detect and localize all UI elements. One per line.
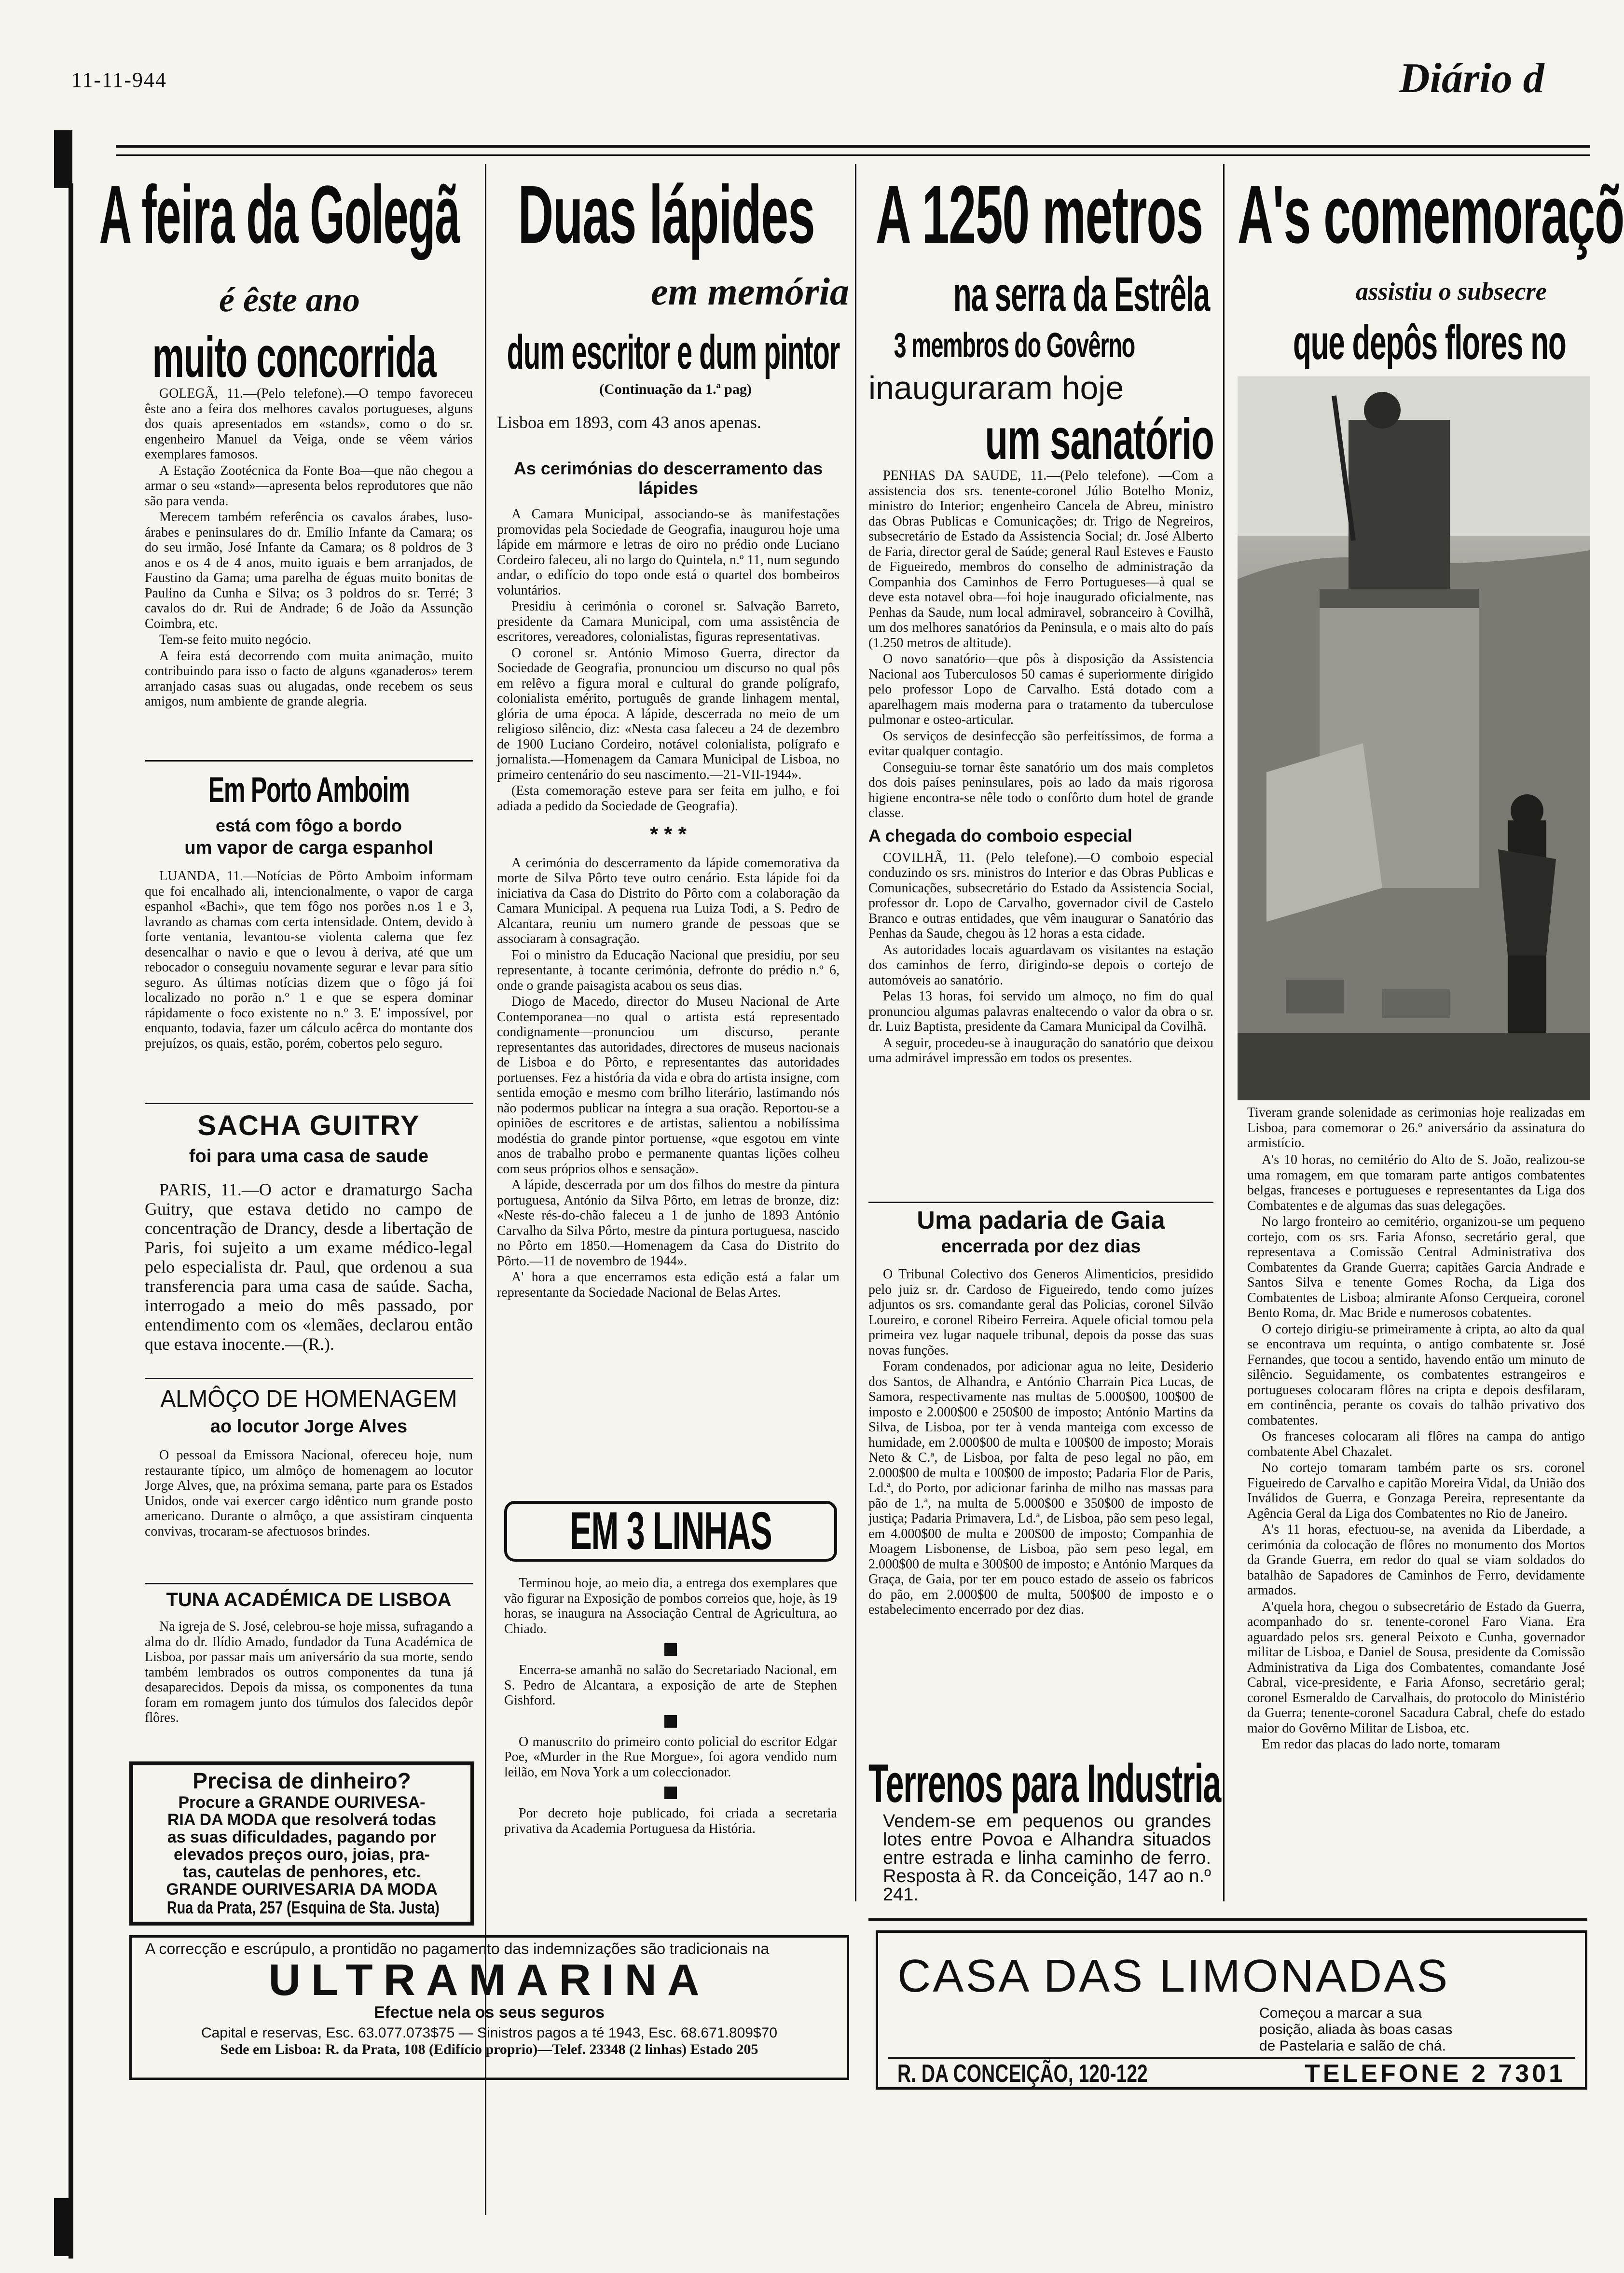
section-rule — [145, 1583, 473, 1584]
em-3-linhas-title: EM 3 LINHAS — [569, 1501, 772, 1561]
padaria-headline: Uma padaria de Gaia — [917, 1206, 1165, 1234]
amboim-sub2: um vapor de carga espanhol — [184, 838, 433, 858]
comemoracoes-headline: A's comemoraçõ — [1238, 169, 1624, 261]
ourivesaria-line: Procure a GRANDE OURIVESA- — [178, 1793, 426, 1812]
section-rule — [145, 1378, 473, 1379]
sanatorio-sub3: inauguraram hoje — [868, 370, 1124, 406]
ourivesaria-line: tas, cautelas de penhores, etc. — [182, 1862, 421, 1881]
lapides-section: As cerimónias do descerramento das lápides — [513, 458, 823, 499]
lapides-continuation: (Continuação da 1.ª pag) — [599, 381, 752, 397]
golega-subheadline: muito concorrida — [152, 325, 436, 389]
ultramarina-intro: A correcção e escrúpulo, a prontidão no pagamento das indemnizações são tradicionais na — [145, 1940, 770, 1957]
casa-limonadas-ad — [876, 1930, 1587, 2090]
ultramarina-sede: Sede em Lisboa: R. da Prata, 108 (Edifício proprio)—Telef. 23348 (2 linhas) Estado 205 — [220, 2041, 758, 2057]
column-rule — [855, 164, 856, 1901]
section-stars: * * * — [650, 822, 687, 846]
ourivesaria-line: elevados preços ouro, joias, pra- — [174, 1845, 430, 1864]
guitry-body: PARIS, 11.—O actor e dramaturgo Sacha Guitry, que estava detido no campo de concentração de Drancy, desde a libertação de Paris, foi sujeito a um exame médico-legal pelo especialista dr. Paul, que ordenou a sua transferencia para uma casa de saúde. Sacha, interrogado a meio do mês passado, por entendimento com os «lemães, declarou então que estava inocente.—(R.). — [145, 1180, 473, 1354]
limonadas-phone: TELEFONE 2 7301 — [1305, 2060, 1566, 2088]
section-rule — [868, 1202, 1213, 1203]
top-rule-thin — [116, 154, 1590, 156]
amboim-headline: Em Porto Amboim — [208, 770, 410, 810]
limonadas-description: Começou a marcar a sua posição, aliada às boas casas de Pastelaria e salão de chá. — [1259, 2005, 1453, 2054]
amboim-body: LUANDA, 11.—Notícias de Pôrto Amboim informam que foi encalhado ali, intencionalmente, o vapor de carga espanhol «Bachi», que tem fôgo nos porões n.os 1 e 3, lavrando as chamas com certa intensidade. Ontem, devido à forte ventania, levantou-se violenta calema que fez desencalhar o navio e que o levou à deriva, até que um rebocador o conseguiu novamente segurar e levar para sítio seguro. As últimas notícias dizem que o fôgo já foi localizado no porão n.º 1 e que se espera dominar rápidamente o foco existente no n.º 3. E' impossível, por enquanto, todavia, fazer um cálculo acêrca do montante dos prejuízos, os quais, estão, porém, cobertos pelo seguro. — [145, 869, 473, 1051]
padaria-sub: encerrada por dez dias — [941, 1236, 1141, 1257]
almoco-body: O pessoal da Emissora Nacional, ofereceu hoje, num restaurante típico, um almôço de homenagem ao locutor Jorge Alves, que, na próxima semana, parte para os Estados Unidos, onde vai exercer cargo idêntico num grande posto americano. Durante o almôço, a que assistiram cinquenta convivas, trocaram-se afectuosos brindes. — [145, 1448, 473, 1539]
sanatorio-body: PENHAS DA SAUDE, 11.—(Pelo telefone). —Com a assistencia dos srs. tenente-coronel Júlio Botelho Moniz, ministro do Interior; engenheiro Cancela de Abreu, ministro das Obras Publicas e Comunicações; dr. Trigo de Negreiros, subsecretário de Estado da Assistencia Social; dr. José Alberto de Faria, director geral de Saúde; general Raul Esteves e Fausto de Figueiredo, membros do conselho de administração da Companhia dos Caminhos de Ferro Portugueses—à qual se deve esta notavel obra—foi hoje inaugurado oficialmente, nas Penhas da Saude, num local admiravel, sobranceiro à Covilhã, um dos melhores sanatórios da Peninsula, e o mais alto do país (1.250 metros de altitude). O novo sanatório—que pôs à disposição da Assistencia Nacional aos Tuberculosos 50 camas é superiormente dirigido pelo professor Lopo de Carvalho. Está dotado com a aparelhagem mais moderna para o tratamento da tuberculose pulmonar e osteo-articular. Os serviços de desinfecção são perfeitíssimos, de forma a evitar qualquer contagio. Conseguiu-se tornar êste sanatório um dos mais completos dos dois países peninsulares, pois ao lado da mais rigorosa higiene encontra-se nêle todo o confôrto dum hotel de grande classe. A chegada do comboio especial COVILHÃ, 11. (Pelo telefone).—O comboio especial conduzindo os srs. ministros do Interior e das Obras Publicas e Comunicações, subsecretário do Estado da Assistencia Social, professor dr. Lopo de Carvalho, governador civil de Castelo Branco e outras entidades, que vêm inaugurar o Sanatório das Penhas da Saude, chegou às 12 horas a esta cidade. As autoridades locais aguardavam os visitantes na estação dos caminhos de ferro, dirigindo-se depois o cortejo de automóveis ao sanatório. Pelas 13 horas, foi servido um almoço, no fim do qual pronunciou algumas palavras enaltecendo o valor da obra o sr. dr. Luiz Baptista, presidente da Camara Municipal da Covilhã. A seguir, procedeu-se à inauguração do sanatório que deixou uma admirável impressão em todos os presentes. — [868, 468, 1213, 1066]
lapides-headline: Duas lápides — [518, 169, 815, 261]
lapides-kicker: em memória — [650, 271, 849, 313]
terrenos-body: Vendem-se em pequenos ou grandes lotes entre Povoa e Alhandra situados entre estrada e linha caminho de ferro. Resposta à R. da Conceição, 147 ao n.º 241. — [883, 1811, 1211, 1905]
limonadas-rule — [888, 2057, 1575, 2059]
sanatorio-sub4: um sanatório — [985, 407, 1214, 471]
amboim-sub1: está com fôgo a bordo — [215, 816, 402, 835]
almoco-sub: ao locutor Jorge Alves — [210, 1416, 408, 1437]
monument-photo-graphic — [1238, 376, 1590, 1100]
top-rule — [116, 145, 1590, 148]
left-margin-bar — [54, 130, 72, 188]
lapides-subheadline: dum escritor e dum pintor — [507, 325, 840, 379]
section-rule — [145, 1103, 473, 1104]
section-rule — [145, 760, 473, 762]
sanatorio-sub1: na serra da Estrêla — [953, 267, 1210, 321]
page-date: 11-11-944 — [71, 68, 167, 92]
lapides-lead: Lisboa em 1893, com 43 anos apenas. — [497, 413, 761, 432]
linhas-item: Encerra-se amanhã no salão do Secretariado Nacional, em S. Pedro de Alcantara, a exposição de arte de Stephen Gishford. — [504, 1663, 837, 1708]
linhas-item: O manuscrito do primeiro conto policial do escritor Edgar Poe, «Murder in the Rue Morgue», foi agora vendido num leilão, em Nova York a um coleccionador. — [504, 1734, 837, 1780]
left-margin-bar — [54, 2198, 72, 2256]
linhas-item: Terminou hoje, ao meio dia, a entrega dos exemplares que vão figurar na Exposição de pombos correios que, hoje, às 19 horas, se inaugura na Associação Central de Agricultura, ao Chiado. — [504, 1576, 837, 1636]
ourivesaria-title: Precisa de dinheiro? — [193, 1768, 411, 1793]
tuna-body: Na igreja de S. José, celebrou-se hoje missa, sufragando a alma do dr. Ilídio Amado, fundador da Tuna Académica de Lisboa, por passar mais um aniversário da sua morte, sendo também lembrados os outros componentes da tuna já desaparecidos. Depois da missa, os componentes da tuna foram em romagem junto dos túmulos dos falecidos depôr flôres. — [145, 1619, 473, 1725]
sanatorio-section: A chegada do comboio especial — [868, 825, 1132, 845]
limonadas-address: R. DA CONCEIÇÃO, 120-122 — [897, 2060, 1148, 2088]
ultramarina-ad — [129, 1935, 849, 2080]
left-margin-rule — [69, 183, 73, 2259]
comemoracoes-kicker: assistiu o subsecre — [1356, 278, 1547, 305]
comemoracoes-body: A's 10 horas, no cemitério do Alto de S. João, realizou-se uma romagem, em que tomaram parte antigos combatentes belgas, franceses e portugueses e representantes da Liga dos Combatentes e de algumas das suas delegações. No largo fronteiro ao cemitério, organizou-se um pequeno cortejo, com os srs. Faria Afonso, secretário geral, que representava a Comissão Central Administrativa dos Combatentes da Grande Guerra; capitães Garcia Andrade e Santos Silva e tenente Gomes Rocha, da Liga dos Combatentes de Lisboa; almirante Afonso Cerqueira, coronel Bento Roma, dr. Mac Bride e numerosos cobatentes. O cortejo dirigiu-se primeiramente à cripta, ao alto da qual se encontrava um requinta, o antigo combatente sr. José Fernandes, que tocou a sentido, havendo então um minuto de silêncio. Seguidamente, os combatentes estrangeiros e portugueses colocaram flôres na cripta e depois desfilaram, em continência, perante os covais do talhão privativo dos combatentes. Os franceses colocaram ali flôres na campa do antigo combatente Abel Chazalet. No cortejo tomaram também parte os srs. coronel Figueiredo de Carvalho e capitão Moreira Vidal, da União dos Inválidos de Guerra, e Gonzaga Pereira, representante da Agência Geral da Liga dos Combatentes no Rio de Janeiro. A's 11 horas, efectuou-se, na avenida da Liberdade, a cerimónia da colocação de flôres no monumento dos Mortos da Grande Guerra, em redor do qual se viam soldados do batalhão de Sapadores de Caminhos de Ferro, devidamente armados. A'quela hora, chegou o subsecretário de Estado da Guerra, acompanhado do sr. tenente-coronel Faro Viana. Era aguardado pelos srs. general Peixoto e Cunha, governador militar de Lisboa, e Daniel de Sousa, presidente da Comissão Administrativa da Liga dos Combatentes, comandante José Cabral, vice-presidente, e Faria Afonso, secretário geral; coronel Esmeraldo de Carvalhais, do protocolo do Ministério da Guerra; tenente-coronel Sacadura Cabral, chefe do estado maior do Govêrno Militar de Lisboa, etc. Em redor das placas do lado norte, tomaram — [1247, 1152, 1585, 1752]
lapides-body: A Camara Municipal, associando-se às manifestações promovidas pela Sociedade de Geografia, inaugurou hoje uma lápide em mármore e letras de oiro no prédio onde Luciano Cordeiro faleceu, ali no largo do Quintela, n.º 11, num segundo andar, o edifício do topo onde está o quartel dos bombeiros voluntários. Presidiu à cerimónia o coronel sr. Salvação Barreto, presidente da Camara Municipal, com uma assistência de escritores, vereadores, colonialistas, figuras representativas. O coronel sr. António Mimoso Guerra, director da Sociedade de Geografia, pronunciou um discurso no qual pôs em relêvo a figura moral e cultural do grande polígrafo, colonialista emérito, português de grande linhagem mental, glória de uma época. A lápide, descerrada no meio de um religioso silêncio, diz: «Nesta casa faleceu a 24 de dezembro de 1900 Luciano Cordeiro, notável colonialista, polígrafo e jornalista.—Homenagem da Camara Municipal de Lisboa, no primeiro centenário do seu nascimento.—21-VII-1944». (Esta comemoração esteve para ser feita em julho, e foi adiada a pedido da Sociedade de Geografia). * * * A cerimónia do descerramento da lápide comemorativa da morte de Silva Pôrto teve outro cenário. Esta lápide foi da iniciativa da Casa do Distrito do Pôrto com a colaboração da Camara Municipal. A pequena rua Luiza Todi, a S. Pedro de Alcantara, reuniu um numero grande de pessoas que se associaram à consagração. Foi o ministro da Educação Nacional que presidiu, por seu representante, à tocante cerimónia, defronte do prédio n.º 6, onde o grande paisagista acabou os seus dias. Diogo de Macedo, director do Museu Nacional de Arte Contemporanea—no qual o artista está representado condignamente—pronunciou um discurso, perante representantes das autoridades, directores de museus nacionais de Lisboa e do Pôrto, e representantes das autoridades portuenses. Fez a história da vida e obra do artista insigne, com sentida emoção e mesmo com brilho literário, lastimando nós não podermos publicar na íntegra a sua oração. Reportou-se a opiniões de escritores e de artistas, salientou a nobilíssima modéstia do grande pintor portuense, «que esgotou em vinte anos de trabalho probo e permanente quantas lições colheu com seus próprios olhos e sensação». A lápide, descerrada por um dos filhos do mestre da pintura portuguesa, António da Silva Pôrto, em letras de bronze, diz: «Neste rés-do-chão faleceu a 1 de junho de 1893 António Carvalho da Silva Pôrto, mestre da pintura portuguesa, nascido no Pôrto em 1850.—Homenagem da Casa do Distrito do Pôrto.—11 de novembro de 1944». A' hora a que encerramos esta edição está a falar um representante da Sociedade Nacional de Belas Artes. — [497, 507, 840, 1300]
almoco-headline: ALMÔÇO DE HOMENAGEM — [160, 1385, 457, 1412]
comemoracoes-caption: Tiveram grande solenidade as cerimonias hoje realizadas em Lisboa, para comemorar o 26.º aniversário da assinatura do armistício. — [1247, 1105, 1585, 1150]
ourivesaria-ad — [129, 1761, 474, 1926]
em-3-linhas-body — [504, 1576, 837, 1837]
ourivesaria-line: RIA DA MODA que resolverá todas — [167, 1810, 437, 1829]
ourivesaria-line: as suas dificuldades, pagando por — [167, 1828, 437, 1846]
guitry-headline: SACHA GUITRY — [197, 1110, 420, 1141]
em-3-linhas-box — [504, 1501, 837, 1562]
monument-photo — [1238, 376, 1590, 1100]
bullet-square-icon — [664, 1787, 677, 1799]
ultramarina-capital: Capital e reservas, Esc. 63.077.073$75 — Sinistros pagos a té 1943, Esc. 68.671.809$70 — [201, 2025, 778, 2041]
masthead: Diário d — [1399, 55, 1544, 102]
comemoracoes-subheadline: que depôs flores no — [1293, 316, 1566, 370]
ultramarina-tagline: Efectue nela os seus seguros — [373, 2003, 605, 2022]
ourivesaria-line: GRANDE OURIVESARIA DA MODA — [166, 1880, 438, 1899]
guitry-sub: foi para uma casa de saude — [189, 1146, 429, 1166]
sanatorio-headline: A 1250 metros — [876, 169, 1203, 261]
padaria-body: O Tribunal Colectivo dos Generos Alimenticios, presidido pelo juiz sr. dr. Cardoso de Figueiredo, tendo como juízes adjuntos os srs. comandante geral das Policias, coronel Silvão Loureiro, e coronel Ribeiro Ferreira. Aquele oficial tomou pela primeira vez lugar naquele tribunal, depois da posse das suas novas funções. Foram condenados, por adicionar agua no leite, Desiderio dos Santos, de Alhandra, e António Charrain Pica Lucas, de Samora, respectivamente nas multas de 5.000$00, 100$00 de imposto e 2.000$00 e 250$00 de imposto; António Martins da Silva, de Lisboa, por ter à venda manteiga com excesso de humidade, em 2.000$00 de multa e 100$00 de imposto; Morais Neto & C.ª, de Lisboa, por falta de peso legal no pão, em 2.000$00 de multa e 100$00 de imposto; Padaria Flor de Paris, Ld.ª, do Porto, por adicionar farinha de milho nas massas para pão de 1.ª, na multa de 5.000$00 e 350$00 de imposto de justiça; Padaria Primavera, Ld.ª, de Lisboa, pão sem peso legal, em 4.000$00 de multa e 200$00 de imposto; Companhia de Moagem Lisbonense, de Lisboa, pão sem peso legal, em 2.000$00 de multa e 300$00 de imposto; e António Marques da Graça, de Gaia, por ter em pouco estado de asseio os fabricos do pão, em 2.000$00 de multa, 500$00 de imposto e o estabelecimento encerrado por dez dias. — [868, 1267, 1213, 1617]
tuna-headline: TUNA ACADÉMICA DE LISBOA — [166, 1589, 452, 1610]
golega-body: GOLEGÃ, 11.—(Pelo telefone).—O tempo favoreceu êste ano a feira dos melhores cavalos portugueses, alguns dos quais apresentados em «stands», como o do sr. engenheiro Manuel da Veiga, onde se vêem vários exemplares famosos. A Estação Zootécnica da Fonte Boa—que não chegou a armar o seu «stand»—apresenta belos reprodutores que não são para venda. Merecem também referência os cavalos árabes, luso-árabes e peninsulares do dr. Emílio Infante da Camara; os do seu irmão, José Infante da Camara; os 8 poldros de 3 anos e os 4 de 4 anos, muito iguais e bem arranjados, de Faustino da Gama; uma parelha de éguas muito bonitas de Paulino da Cunha e Silva; os 3 poldros do sr. Terré; 3 cavalos do dr. Rui de Andrade; 6 de João da Assunção Coimbra, etc. Tem-se feito muito negócio. A feira está decorrendo com muita animação, muito contribuindo para isso o facto de alguns «ganaderos» terem arranjado casas suas ou alugadas, onde recebem os seus amigos, num ambiente de grande alegria. — [145, 386, 473, 709]
column-rule — [485, 164, 486, 2215]
golega-kicker: é êste ano — [219, 280, 360, 319]
limonadas-name: CASA DAS LIMONADAS — [897, 1950, 1450, 2002]
bullet-square-icon — [664, 1715, 677, 1728]
ourivesaria-address: Rua da Prata, 257 (Esquina de Sta. Justa) — [166, 1897, 440, 1917]
section-rule — [868, 1918, 1587, 1921]
golega-headline: A feira da Golegã — [99, 169, 460, 261]
terrenos-headline: Terrenos para Industria — [868, 1753, 1221, 1814]
sanatorio-sub2: 3 membros do Govêrno — [894, 326, 1135, 365]
bullet-square-icon — [664, 1643, 677, 1656]
linhas-item: Por decreto hoje publicado, foi criada a secretaria privativa da Academia Portuguesa da História. — [504, 1806, 837, 1836]
ultramarina-name: ULTRAMARINA — [268, 1955, 710, 2005]
